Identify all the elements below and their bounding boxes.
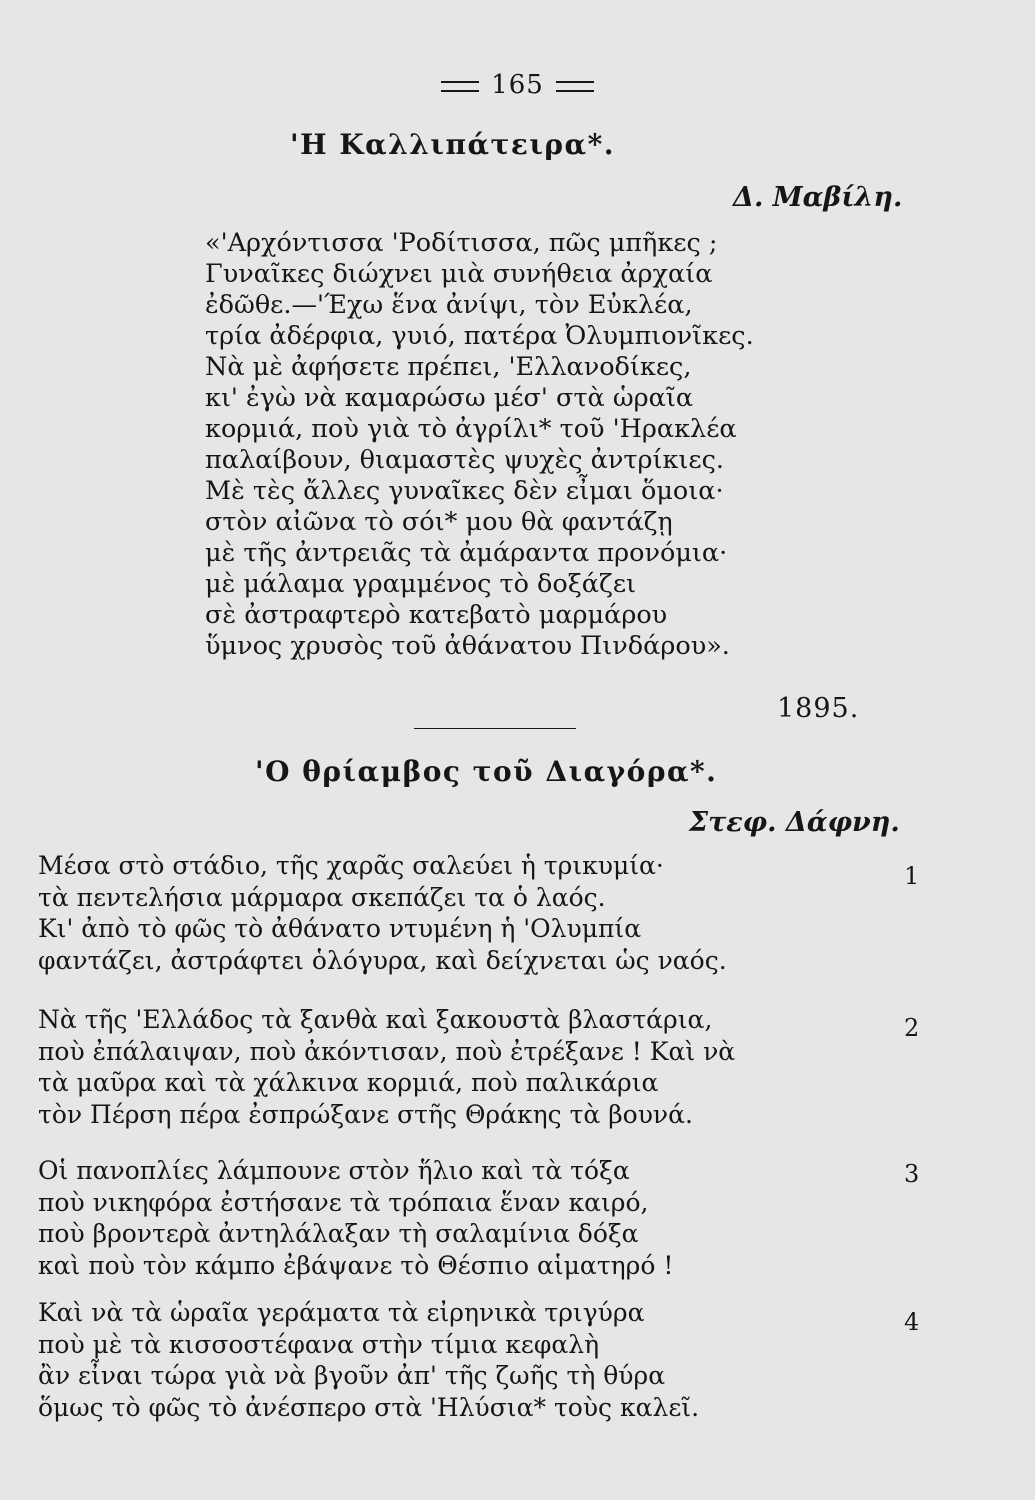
poem-line: κορμιά, ποὺ γιὰ τὸ ἀγρίλι* τοῦ 'Ηρακλέα	[205, 414, 737, 444]
poem-line: Μὲ τὲς ἄλλες γυναῖκες δὲν εἶμαι ὅμοια·	[205, 476, 724, 506]
poem-line: ποὺ μὲ τὰ κισσοστέφανα στὴν τίμια κεφαλὴ	[38, 1329, 600, 1359]
double-rule-right	[556, 81, 594, 92]
poem1-author: Δ. Μαβίλη.	[733, 182, 903, 213]
poem-line: ὕμνος χρυσὸς τοῦ ἀθάνατου Πινδάρου».	[205, 631, 730, 661]
poem1-year: 1895.	[777, 693, 860, 724]
poem2-author: Στεφ. Δάφνη.	[689, 807, 900, 838]
poem-line: ἂν εἶναι τώρα γιὰ νὰ βγοῦν ἀπ' τῆς ζωῆς τὴ θύρα	[38, 1361, 666, 1390]
page-number-header	[0, 70, 1035, 100]
stanza-number: 1	[904, 862, 920, 890]
poem-line: τὸν Πέρση πέρα ἐσπρώξανε στῆς Θράκης τὰ βουνά.	[38, 1099, 693, 1129]
poem-line: ποὺ νικηφόρα ἐστήσανε τὰ τρόπαια ἕναν καιρό,	[38, 1187, 649, 1217]
poem-line: Οἱ πανοπλίες λάμπουνε στὸν ἥλιο καὶ τὰ τόξα	[38, 1156, 630, 1185]
poem-line: καὶ ποὺ τὸν κάμπο ἐβάψανε τὸ Θέσπιο αἱματηρό !	[38, 1250, 674, 1280]
poem-line: τρία ἀδέρφια, γυιό, πατέρα Ὀλυμπιονῖκες.	[205, 321, 754, 351]
poem-line: τὰ μαῦρα καὶ τὰ χάλκινα κορμιά, ποὺ παλικάρια	[38, 1068, 659, 1097]
poem-line: κι' ἐγὼ νὰ καμαρώσω μέσ' στὰ ὡραῖα	[205, 383, 694, 413]
poem1-title: 'Η Καλλιπάτειρα*.	[290, 128, 615, 161]
poem-line: Μέσα στὸ στάδιο, τῆς χαρᾶς σαλεύει ἡ τρικυμία·	[38, 851, 664, 880]
poem-line: Νὰ μὲ ἀφήσετε πρέπει, 'Ελλανοδίκες,	[205, 352, 692, 382]
poem-line: Κι' ἀπὸ τὸ φῶς τὸ ἀθάνατο ντυμένη ἡ 'Ολυμπία	[38, 914, 642, 943]
stanza-1	[38, 850, 727, 976]
poem-line: «'Αρχόντισσα 'Ροδίτισσα, πῶς μπῆκες ;	[205, 228, 718, 258]
poem-line: φαντάζει, ἀστράφτει ὁλόγυρα, καὶ δείχνεται ὡς ναός.	[38, 945, 727, 975]
poem-line: παλαίβουν, θιαμαστὲς ψυχὲς ἀντρίκιες.	[205, 445, 724, 475]
poem-line: ποὺ βροντερὰ ἀντηλάλαξαν τὴ σαλαμίνια δόξα	[38, 1219, 639, 1248]
poem-line: ὅμως τὸ φῶς τὸ ἀνέσπερο στὰ 'Ηλύσια* τοὺς καλεῖ.	[38, 1392, 700, 1422]
poem-line: σὲ ἀστραφτερὸ κατεβατὸ μαρμάρου	[205, 600, 668, 630]
stanza-number: 3	[904, 1160, 920, 1188]
poem-line: ποὺ ἐπάλαιψαν, ποὺ ἀκόντισαν, ποὺ ἐτρέξανε ! Καὶ νὰ	[38, 1036, 736, 1066]
poem-line: μὲ τῆς ἀντρειᾶς τὰ ἀμάραντα προνόμια·	[205, 538, 728, 568]
poem-line: Γυναῖκες διώχνει μιὰ συνήθεια ἀρχαία	[205, 259, 713, 289]
poem-line: ἐδῶθε.—'Έχω ἕνα ἀνίψι, τὸν Εὐκλέα,	[205, 290, 693, 320]
section-divider	[414, 728, 576, 729]
double-rule-left	[441, 81, 479, 92]
poem1-lines	[205, 228, 754, 662]
stanza-2	[38, 1004, 735, 1130]
poem-line: τὰ πεντελήσια μάρμαρα σκεπάζει τα ὁ λαός.	[38, 882, 606, 912]
page-number: 165	[491, 70, 544, 100]
stanza-4	[38, 1297, 699, 1423]
stanza-3	[38, 1155, 673, 1281]
poem-line: στὸν αἰῶνα τὸ σόι* μου θὰ φαντάζῃ	[205, 507, 673, 537]
poem2-title: 'Ο θρίαμβος τοῦ Διαγόρα*.	[255, 755, 718, 788]
poem-line: μὲ μάλαμα γραμμένος τὸ δοξάζει	[205, 569, 637, 599]
poem-line: Καὶ νὰ τὰ ὡραῖα γεράματα τὰ εἰρηνικὰ τριγύρα	[38, 1298, 645, 1327]
poem-line: Νὰ τῆς 'Ελλάδος τὰ ξανθὰ καὶ ξακουστὰ βλαστάρια,	[38, 1005, 713, 1034]
stanza-number: 2	[904, 1014, 920, 1042]
stanza-number: 4	[904, 1308, 920, 1336]
